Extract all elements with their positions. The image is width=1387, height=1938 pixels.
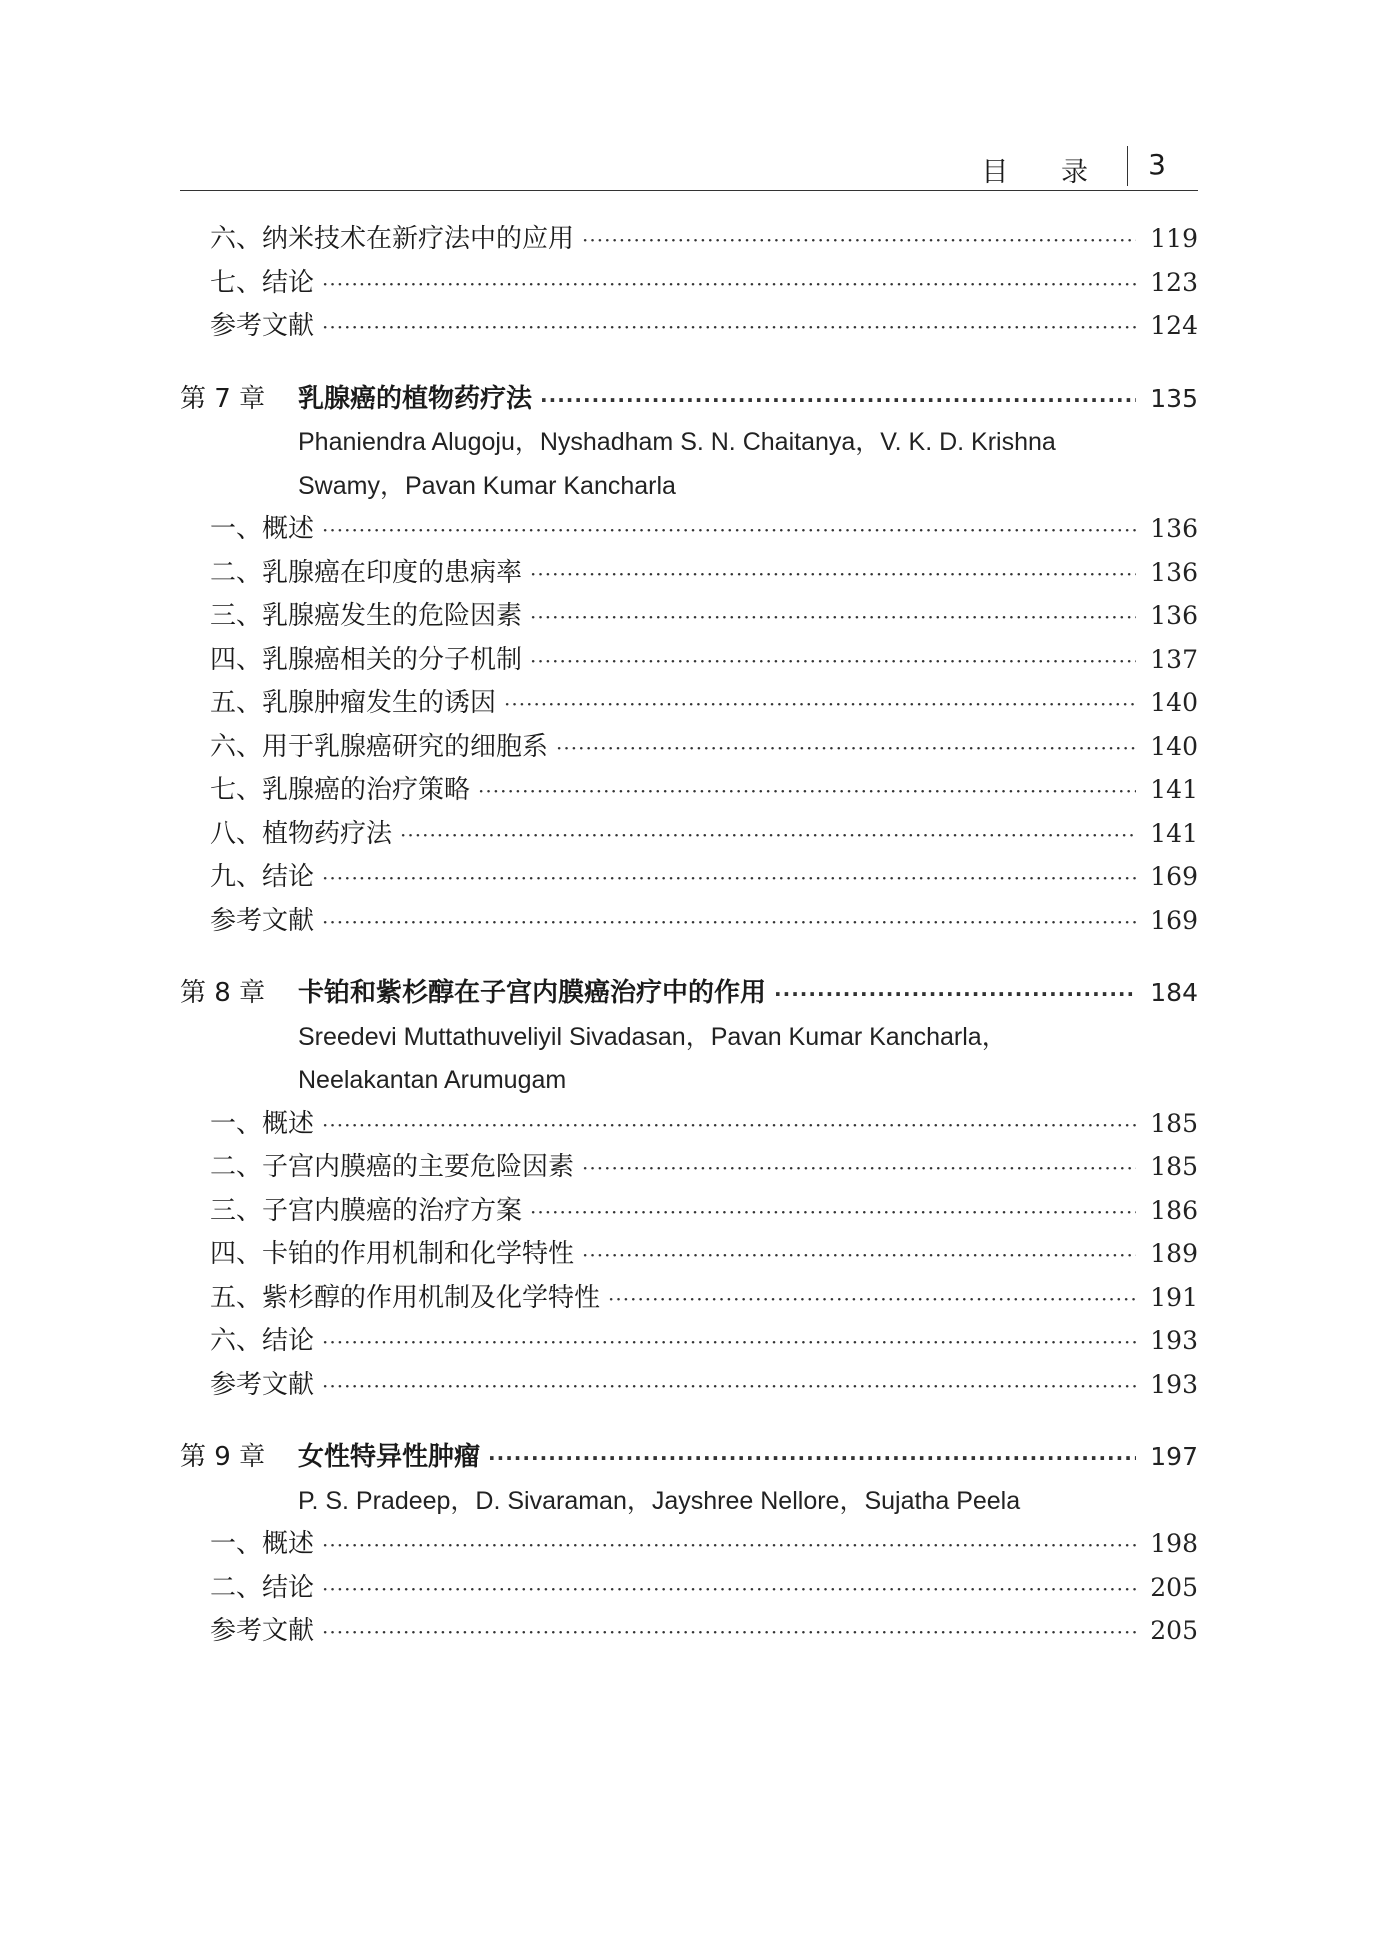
toc-entry[interactable] [180, 1103, 1198, 1147]
toc-entry[interactable] [180, 508, 1198, 552]
dot-leader [478, 779, 1136, 803]
toc-entry-page: 140 [1150, 688, 1198, 717]
toc-entry[interactable] [180, 218, 1198, 262]
toc-entry-page: 137 [1150, 644, 1198, 674]
toc-entry[interactable] [180, 769, 1198, 813]
table-of-contents [180, 218, 1198, 1654]
toc-entry[interactable] [180, 305, 1198, 349]
dot-leader [322, 1620, 1136, 1644]
toc-entry-label: 八、植物药疗法 [210, 818, 393, 849]
header-separator [1127, 146, 1129, 186]
toc-entry-label: 四、卡铂的作用机制和化学特性 [210, 1239, 575, 1269]
toc-entry-page: 185 [1150, 1108, 1198, 1138]
dot-leader [322, 518, 1136, 542]
toc-entry-page: 169 [1150, 862, 1198, 891]
toc-entry-label: 五、乳腺肿瘤发生的诱因 [210, 688, 497, 718]
dot-leader [400, 823, 1136, 847]
page-number: 3 [1148, 148, 1166, 181]
toc-entry-label: 七、结论 [210, 267, 315, 298]
dot-leader [322, 1533, 1136, 1557]
dot-leader [582, 228, 1136, 252]
dot-leader [540, 388, 1136, 412]
toc-entry[interactable] [180, 1277, 1198, 1321]
toc-entry-label: 九、结论 [210, 862, 315, 892]
toc-entry-page: 140 [1150, 731, 1198, 761]
toc-entry[interactable] [180, 639, 1198, 683]
toc-entry[interactable] [180, 1190, 1198, 1234]
chapter-title: 乳腺癌的植物药疗法 [298, 383, 533, 414]
chapter-page: 184 [1150, 978, 1198, 1007]
dot-leader [322, 910, 1136, 934]
chapter-page: 197 [1150, 1442, 1198, 1471]
dot-leader [774, 982, 1136, 1006]
dot-leader [582, 1243, 1136, 1267]
toc-entry-page: 198 [1150, 1529, 1198, 1558]
toc-entry[interactable] [180, 262, 1198, 306]
toc-entry-label: 二、结论 [210, 1572, 315, 1603]
toc-entry-label: 六、结论 [210, 1326, 315, 1356]
toc-entry-label: 六、用于乳腺癌研究的细胞系 [210, 731, 549, 762]
chapter-page: 135 [1150, 383, 1198, 413]
toc-entry[interactable] [180, 856, 1198, 900]
header-title: 目 录 [981, 157, 1110, 188]
toc-entry-label: 参考文献 [210, 1616, 315, 1646]
toc-entry-page: 193 [1150, 1369, 1198, 1399]
toc-entry-label: 参考文献 [210, 311, 315, 341]
toc-entry-page: 189 [1150, 1239, 1198, 1268]
dot-leader [322, 315, 1136, 339]
toc-entry-label: 二、子宫内膜癌的主要危险因素 [210, 1152, 575, 1182]
dot-leader [504, 692, 1136, 716]
chapter-title: 女性特异性肿瘤 [298, 1442, 481, 1472]
dot-leader [530, 562, 1136, 586]
authors-line: Sreedevi Muttathuveliyil Sivadasan，Pavan Kumar Kancharla， [298, 1022, 1007, 1051]
toc-entry[interactable] [180, 595, 1198, 639]
toc-entry-page: 205 [1150, 1616, 1198, 1645]
dot-leader [530, 605, 1136, 629]
chapter-authors [180, 1480, 1198, 1524]
toc-entry-label: 三、子宫内膜癌的治疗方案 [210, 1195, 523, 1226]
toc-entry-label: 一、概述 [210, 514, 315, 544]
toc-entry[interactable] [180, 1610, 1198, 1654]
toc-entry-page: 193 [1150, 1326, 1198, 1355]
chapter-number: 第 7 章 [180, 383, 266, 414]
toc-entry-label: 参考文献 [210, 905, 315, 936]
dot-leader [322, 1330, 1136, 1354]
dot-leader [322, 1113, 1136, 1137]
toc-entry-label: 一、概述 [210, 1108, 315, 1139]
toc-entry-page: 205 [1150, 1572, 1198, 1602]
dot-leader [322, 1374, 1136, 1398]
toc-entry-page: 185 [1150, 1152, 1198, 1181]
toc-entry-page: 119 [1150, 224, 1198, 253]
dot-leader [488, 1446, 1136, 1470]
toc-entry-page: 141 [1150, 818, 1198, 848]
running-header [180, 142, 1198, 191]
toc-entry[interactable] [180, 1364, 1198, 1408]
toc-entry-page: 191 [1150, 1282, 1198, 1312]
dot-leader [322, 272, 1136, 296]
dot-leader [322, 866, 1136, 890]
chapter-authors [180, 421, 1198, 508]
toc-entry-label: 七、乳腺癌的治疗策略 [210, 775, 471, 805]
authors-line: P. S. Pradeep，D. Sivaraman，Jayshree Nellore，Sujatha Peela [298, 1486, 1021, 1515]
toc-entry-label: 五、紫杉醇的作用机制及化学特性 [210, 1282, 601, 1313]
dot-leader [530, 1200, 1136, 1224]
toc-entry-label: 六、纳米技术在新疗法中的应用 [210, 224, 575, 254]
toc-entry[interactable] [180, 726, 1198, 770]
dot-leader [556, 736, 1136, 760]
toc-entry-page: 141 [1150, 775, 1198, 804]
toc-entry-page: 186 [1150, 1195, 1198, 1225]
authors-line: Phaniendra Alugoju，Nyshadham S. N. Chaitanya，V. K. D. Krishna [298, 428, 1056, 456]
chapter-number: 第 9 章 [180, 1442, 266, 1472]
toc-entry[interactable] [180, 682, 1198, 726]
toc-entry[interactable] [180, 900, 1198, 944]
toc-entry-page: 136 [1150, 557, 1198, 587]
toc-entry-label: 四、乳腺癌相关的分子机制 [210, 644, 523, 675]
toc-entry[interactable] [180, 1567, 1198, 1611]
toc-entry-page: 136 [1150, 514, 1198, 543]
chapter-7-entry[interactable] [180, 378, 1198, 422]
toc-entry[interactable] [180, 1320, 1198, 1364]
dot-leader [582, 1156, 1136, 1180]
toc-entry[interactable] [180, 813, 1198, 857]
toc-entry-page: 123 [1150, 267, 1198, 297]
dot-leader [322, 1577, 1136, 1601]
toc-entry-label: 一、概述 [210, 1529, 315, 1559]
chapter-number: 第 8 章 [180, 978, 266, 1008]
dot-leader [530, 649, 1136, 673]
chapter-9-entry[interactable] [180, 1436, 1198, 1480]
toc-entry-page: 124 [1150, 311, 1198, 340]
chapter-title: 卡铂和紫杉醇在子宫内膜癌治疗中的作用 [298, 978, 767, 1008]
toc-entry-page: 169 [1150, 905, 1198, 935]
toc-entry[interactable] [180, 552, 1198, 596]
chapter-authors [180, 1016, 1198, 1103]
authors-line: Swamy，Pavan Kumar Kancharla [298, 471, 676, 500]
toc-entry-label: 二、乳腺癌在印度的患病率 [210, 557, 523, 588]
authors-line: Neelakantan Arumugam [298, 1066, 567, 1094]
toc-entry[interactable] [180, 1233, 1198, 1277]
toc-entry[interactable] [180, 1146, 1198, 1190]
toc-entry-label: 三、乳腺癌发生的危险因素 [210, 601, 523, 631]
dot-leader [608, 1287, 1136, 1311]
chapter-8-entry[interactable] [180, 972, 1198, 1016]
toc-entry-label: 参考文献 [210, 1369, 315, 1400]
toc-entry[interactable] [180, 1523, 1198, 1567]
toc-entry-page: 136 [1150, 601, 1198, 630]
